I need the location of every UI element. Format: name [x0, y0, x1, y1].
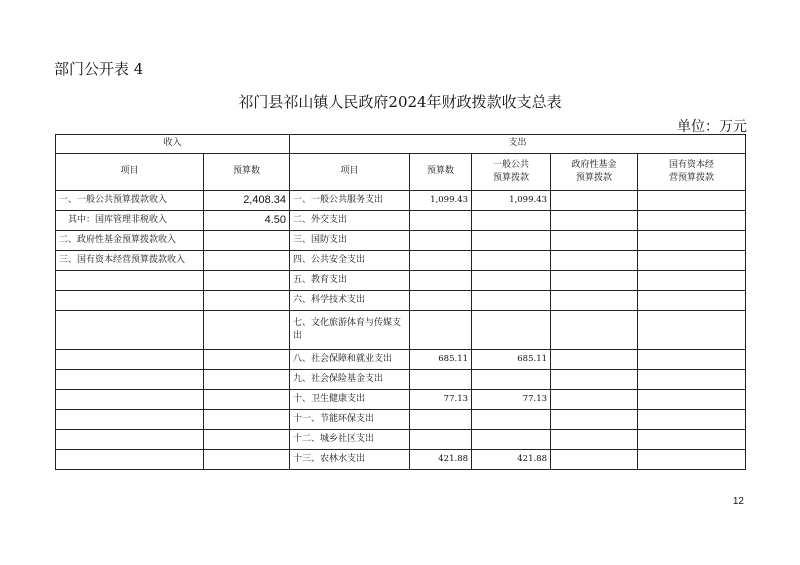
page-label: 部门公开表 4 — [54, 60, 144, 78]
income-amount-cell: 4.50 — [204, 211, 290, 231]
income-amount-cell: 2,408.34 — [204, 191, 290, 211]
gov-fund-cell — [551, 450, 638, 470]
income-amount-cell — [204, 390, 290, 410]
state-capital-cell — [638, 191, 746, 211]
general-budget-cell — [472, 231, 551, 251]
income-item-cell — [56, 271, 204, 291]
column-header: 国有资本经 营预算拨款 — [638, 154, 746, 191]
expense-budget-cell — [410, 430, 472, 450]
table-row — [56, 390, 746, 410]
state-capital-cell — [638, 390, 746, 410]
table-section-header-row — [56, 135, 746, 154]
state-capital-cell — [638, 370, 746, 390]
income-amount-cell — [204, 370, 290, 390]
general-budget-cell — [472, 311, 551, 350]
state-capital-cell — [638, 271, 746, 291]
expense-item-cell: 二、外交支出 — [290, 211, 410, 231]
table-row — [56, 430, 746, 450]
state-capital-cell — [638, 430, 746, 450]
gov-fund-cell — [551, 430, 638, 450]
income-amount-cell — [204, 350, 290, 370]
income-item-cell: 三、国有资本经营预算拨款收入 — [56, 251, 204, 271]
gov-fund-cell — [551, 231, 638, 251]
income-item-cell: 其中：国库管理非税收入 — [56, 211, 204, 231]
unit-label: 单位：万元 — [677, 119, 747, 135]
expense-item-cell: 三、国防支出 — [290, 231, 410, 251]
income-item-cell — [56, 291, 204, 311]
page-title: 祁门县祁山镇人民政府2024年财政拨款收支总表 — [238, 93, 562, 111]
column-header: 预算数 — [204, 154, 290, 191]
income-section-header: 收入 — [56, 135, 290, 154]
income-amount-cell — [204, 271, 290, 291]
income-amount-cell — [204, 251, 290, 271]
gov-fund-cell — [551, 271, 638, 291]
state-capital-cell — [638, 291, 746, 311]
table-row — [56, 370, 746, 390]
state-capital-cell — [638, 350, 746, 370]
state-capital-cell — [638, 410, 746, 430]
expense-item-cell: 八、社会保障和就业支出 — [290, 350, 410, 370]
expense-budget-cell — [410, 370, 472, 390]
column-header: 项目 — [290, 154, 410, 191]
expense-budget-cell — [410, 291, 472, 311]
income-item-cell — [56, 430, 204, 450]
income-item-cell — [56, 350, 204, 370]
gov-fund-cell — [551, 251, 638, 271]
table-row — [56, 350, 746, 370]
general-budget-cell — [472, 370, 551, 390]
column-header: 一般公共 预算拨款 — [472, 154, 551, 191]
page-number: 12 — [732, 496, 744, 507]
expense-budget-cell: 421.88 — [410, 450, 472, 470]
expense-item-cell: 九、社会保险基金支出 — [290, 370, 410, 390]
income-amount-cell — [204, 231, 290, 251]
expense-budget-cell: 77.13 — [410, 390, 472, 410]
income-item-cell — [56, 390, 204, 410]
expense-item-cell: 七、文化旅游体育与传媒支 出 — [290, 311, 410, 350]
state-capital-cell — [638, 251, 746, 271]
gov-fund-cell — [551, 410, 638, 430]
gov-fund-cell — [551, 370, 638, 390]
expense-item-cell: 十、卫生健康支出 — [290, 390, 410, 410]
expense-item-cell: 一、一般公共服务支出 — [290, 191, 410, 211]
general-budget-cell — [472, 271, 551, 291]
expense-item-cell: 十二、城乡社区支出 — [290, 430, 410, 450]
income-item-cell — [56, 410, 204, 430]
gov-fund-cell — [551, 191, 638, 211]
income-amount-cell — [204, 291, 290, 311]
table-row — [56, 191, 746, 211]
gov-fund-cell — [551, 390, 638, 410]
expense-budget-cell — [410, 271, 472, 291]
table-row — [56, 450, 746, 470]
state-capital-cell — [638, 311, 746, 350]
income-amount-cell — [204, 410, 290, 430]
gov-fund-cell — [551, 350, 638, 370]
state-capital-cell — [638, 211, 746, 231]
expense-item-cell: 六、科学技术支出 — [290, 291, 410, 311]
expense-budget-cell: 1,099.43 — [410, 191, 472, 211]
expense-item-cell: 五、教育支出 — [290, 271, 410, 291]
column-header: 政府性基金 预算拨款 — [551, 154, 638, 191]
expense-budget-cell — [410, 311, 472, 350]
income-amount-cell — [204, 311, 290, 350]
general-budget-cell — [472, 211, 551, 231]
expense-budget-cell — [410, 251, 472, 271]
gov-fund-cell — [551, 291, 638, 311]
table-row — [56, 231, 746, 251]
general-budget-cell: 421.88 — [472, 450, 551, 470]
column-header: 预算数 — [410, 154, 472, 191]
expense-budget-cell — [410, 231, 472, 251]
general-budget-cell: 1,099.43 — [472, 191, 551, 211]
general-budget-cell — [472, 430, 551, 450]
expense-budget-cell: 685.11 — [410, 350, 472, 370]
table-row — [56, 311, 746, 350]
income-item-cell — [56, 311, 204, 350]
expense-item-cell: 十三、农林水支出 — [290, 450, 410, 470]
expense-budget-cell — [410, 211, 472, 231]
state-capital-cell — [638, 450, 746, 470]
table-row — [56, 251, 746, 271]
general-budget-cell — [472, 410, 551, 430]
income-amount-cell — [204, 430, 290, 450]
general-budget-cell: 77.13 — [472, 390, 551, 410]
gov-fund-cell — [551, 311, 638, 350]
expense-item-cell: 十一、节能环保支出 — [290, 410, 410, 430]
table-row — [56, 211, 746, 231]
income-item-cell: 二、政府性基金预算拨款收入 — [56, 231, 204, 251]
state-capital-cell — [638, 231, 746, 251]
table-column-header-row — [56, 154, 746, 191]
budget-table — [55, 134, 746, 470]
income-amount-cell — [204, 450, 290, 470]
income-item-cell — [56, 370, 204, 390]
expense-section-header: 支出 — [290, 135, 746, 154]
income-item-cell: 一、一般公共预算拨款收入 — [56, 191, 204, 211]
general-budget-cell — [472, 251, 551, 271]
table-row — [56, 291, 746, 311]
general-budget-cell — [472, 291, 551, 311]
expense-budget-cell — [410, 410, 472, 430]
general-budget-cell: 685.11 — [472, 350, 551, 370]
gov-fund-cell — [551, 211, 638, 231]
expense-item-cell: 四、公共安全支出 — [290, 251, 410, 271]
table-row — [56, 410, 746, 430]
income-item-cell — [56, 450, 204, 470]
table-body — [56, 135, 746, 470]
table-row — [56, 271, 746, 291]
column-header: 项目 — [56, 154, 204, 191]
